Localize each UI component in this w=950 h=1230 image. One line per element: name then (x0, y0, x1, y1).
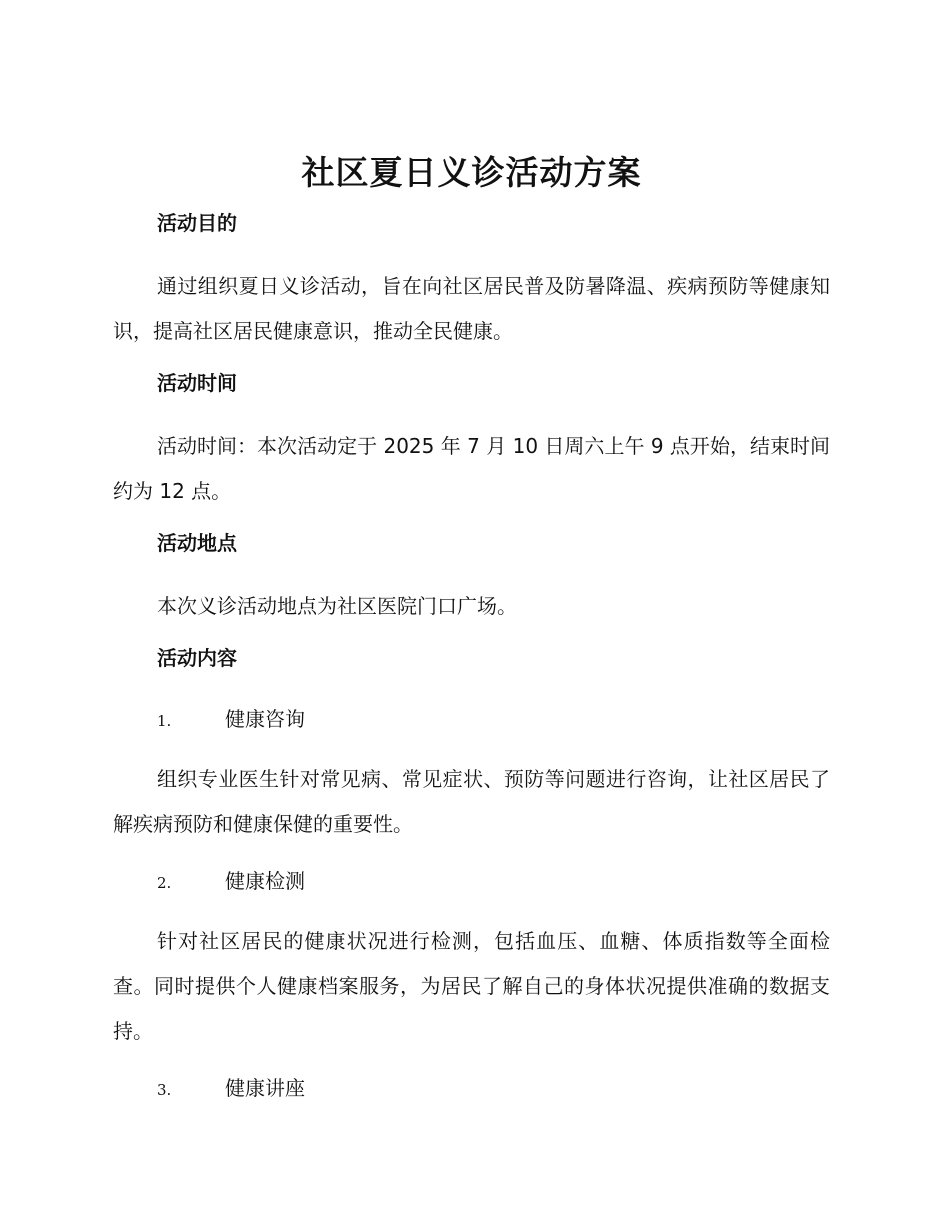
list-number: 2. (157, 874, 172, 892)
heading-content: 活动内容 (157, 646, 237, 670)
paragraph-location: 本次义诊活动地点为社区医院门口广场。 (157, 594, 517, 618)
heading-time: 活动时间 (157, 371, 237, 395)
paragraph-checkup: 针对社区居民的健康状况进行检测，包括血压、血糖、体质指数等全面检查。同时提供个人健康档案服务，为居民了解自己的身体状况提供准确的数据支持。 (113, 929, 830, 1043)
document-content (113, 150, 830, 1126)
list-item-checkup (157, 861, 830, 903)
paragraph-consultation: 组织专业医生针对常见病、常见症状、预防等问题进行咨询，让社区居民了解疾病预防和健康保健的重要性。 (113, 767, 830, 836)
list-item-consultation (157, 699, 830, 741)
list-label: 健康检测 (225, 869, 305, 893)
list-label: 健康咨询 (225, 707, 305, 731)
heading-purpose: 活动目的 (157, 211, 237, 235)
list-label: 健康讲座 (225, 1076, 305, 1100)
document-title: 社区夏日义诊活动方案 (301, 153, 642, 192)
list-item-lecture (157, 1068, 830, 1110)
heading-location: 活动地点 (157, 531, 237, 555)
list-number: 3. (157, 1081, 172, 1099)
paragraph-purpose: 通过组织夏日义诊活动，旨在向社区居民普及防暑降温、疾病预防等健康知识，提高社区居民健康意识，推动全民健康。 (113, 274, 830, 343)
list-number: 1. (157, 712, 172, 730)
paragraph-time: 活动时间：本次活动定于 2025 年 7 月 10 日周六上午 9 点开始，结束时间约为 12 点。 (113, 434, 830, 503)
